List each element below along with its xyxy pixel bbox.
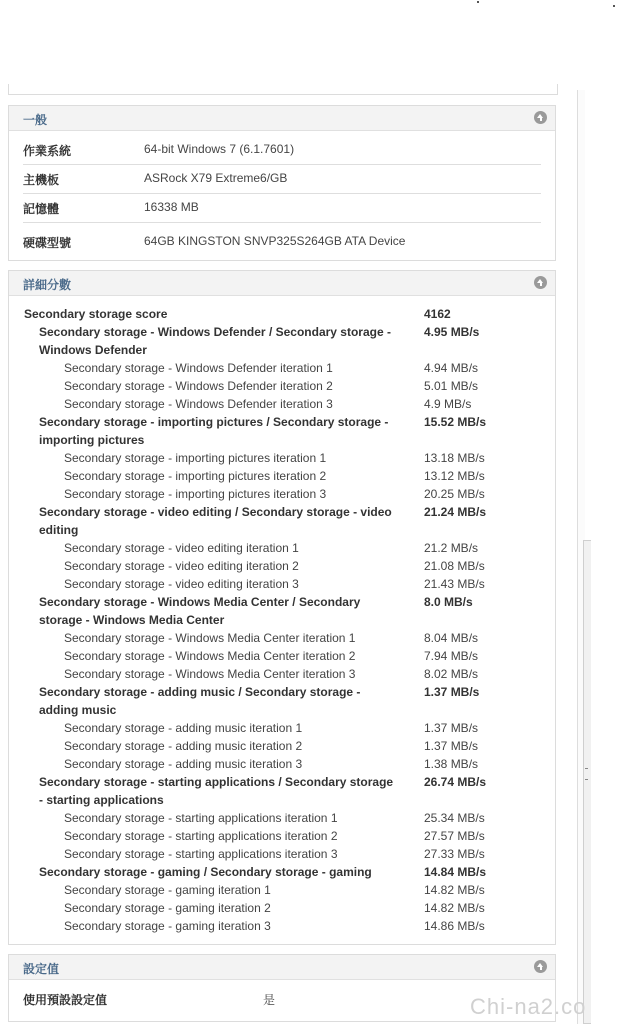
disk-value: 64GB KINGSTON SNVP325S264GB ATA Device: [144, 234, 406, 248]
score-name: Secondary storage - adding music / Secondary storage - adding music: [39, 685, 361, 717]
score-value: 4.94 MB/s: [424, 361, 479, 375]
collapse-up-icon[interactable]: [534, 276, 547, 289]
details-panel-title: 詳細分數: [23, 278, 72, 292]
score-name: Secondary storage - importing pictures / Secondary storage - importing pictures: [39, 415, 389, 447]
score-value: 27.57 MB/s: [424, 829, 485, 843]
score-name: Secondary storage - Windows Media Center / Secondary storage - Windows Media Center: [39, 595, 361, 627]
motherboard-value: ASRock X79 Extreme6/GB: [144, 171, 288, 185]
scrollbar-grip-icon: [585, 768, 588, 780]
score-name: Secondary storage - Windows Defender iteration 3: [64, 397, 333, 411]
corner-dot: [477, 1, 479, 3]
score-value: 20.25 MB/s: [424, 487, 485, 501]
score-value: 21.2 MB/s: [424, 541, 479, 555]
score-name: Secondary storage - gaming iteration 2: [64, 901, 271, 915]
score-value: 5.01 MB/s: [424, 379, 479, 393]
score-name: Secondary storage - adding music iteration 1: [64, 721, 303, 735]
score-value: 1.38 MB/s: [424, 757, 479, 771]
score-name: Secondary storage - Windows Defender / Secondary storage - Windows Defender: [39, 325, 391, 357]
score-value: 1.37 MB/s: [424, 739, 479, 753]
score-name: Secondary storage - importing pictures iteration 1: [64, 451, 327, 465]
score-value: 21.24 MB/s: [424, 505, 487, 519]
score-name: Secondary storage - adding music iteration 3: [64, 757, 303, 771]
score-name: Secondary storage - video editing iteration 2: [64, 559, 299, 573]
score-name: Secondary storage - Windows Media Center iteration 1: [64, 631, 356, 645]
score-value: 7.94 MB/s: [424, 649, 479, 663]
memory-label: 記憶體: [23, 202, 60, 216]
os-value: 64-bit Windows 7 (6.1.7601): [144, 142, 295, 156]
score-name: Secondary storage - importing pictures iteration 3: [64, 487, 327, 501]
score-name: Secondary storage score: [24, 307, 168, 321]
score-name: Secondary storage - Windows Defender iteration 1: [64, 361, 333, 375]
score-value: 14.84 MB/s: [424, 865, 487, 879]
score-value: 4162: [424, 307, 451, 321]
score-name: Secondary storage - gaming iteration 3: [64, 919, 271, 933]
score-name: Secondary storage - starting applications / Secondary storage - starting applications: [39, 775, 394, 807]
details-panel-header[interactable]: [9, 271, 555, 296]
settings-panel-header[interactable]: [9, 955, 555, 980]
score-value: 21.43 MB/s: [424, 577, 485, 591]
score-value: 8.02 MB/s: [424, 667, 479, 681]
score-name: Secondary storage - Windows Media Center iteration 2: [64, 649, 356, 663]
score-value: 21.08 MB/s: [424, 559, 485, 573]
score-value: 8.0 MB/s: [424, 595, 473, 609]
settings-panel-title: 設定值: [23, 962, 60, 976]
score-name: Secondary storage - gaming / Secondary storage - gaming: [39, 865, 372, 879]
default-settings-value: 是: [263, 993, 276, 1007]
settings-row-default: [23, 989, 541, 1013]
score-name: Secondary storage - importing pictures iteration 2: [64, 469, 327, 483]
score-value: 1.37 MB/s: [424, 721, 479, 735]
memory-value: 16338 MB: [144, 200, 199, 214]
score-name: Secondary storage - starting applications iteration 3: [64, 847, 338, 861]
watermark: Chi-na2.co: [470, 994, 587, 1019]
score-value: 1.37 MB/s: [424, 685, 480, 699]
score-name: Secondary storage - starting applications iteration 2: [64, 829, 338, 843]
os-label: 作業系統: [23, 144, 72, 158]
score-name: Secondary storage - video editing / Secondary storage - video editing: [39, 505, 392, 537]
score-name: Secondary storage - starting applications iteration 1: [64, 811, 338, 825]
disk-label: 硬碟型號: [23, 236, 72, 250]
score-value: 27.33 MB/s: [424, 847, 485, 861]
details-panel: [8, 270, 556, 945]
general-row-memory: [23, 193, 541, 223]
score-name: Secondary storage - adding music iteration 2: [64, 739, 303, 753]
score-value: 26.74 MB/s: [424, 775, 487, 789]
score-name: Secondary storage - Windows Media Center iteration 3: [64, 667, 356, 681]
score-value: 14.82 MB/s: [424, 901, 485, 915]
score-value: 14.82 MB/s: [424, 883, 485, 897]
motherboard-label: 主機板: [23, 173, 60, 187]
score-value: 25.34 MB/s: [424, 811, 485, 825]
score-value: 14.86 MB/s: [424, 919, 485, 933]
score-name: Secondary storage - video editing iteration 3: [64, 577, 299, 591]
general-panel: [8, 105, 556, 261]
collapse-up-icon[interactable]: [534, 960, 547, 973]
score-name: Secondary storage - video editing iteration 1: [64, 541, 299, 555]
previous-panel-bottom: [8, 84, 558, 95]
general-row-os: [23, 140, 541, 165]
score-name: Secondary storage - gaming iteration 1: [64, 883, 271, 897]
general-panel-title: 一般: [23, 113, 48, 127]
score-value: 13.12 MB/s: [424, 469, 485, 483]
score-value: 4.95 MB/s: [424, 325, 480, 339]
collapse-up-icon[interactable]: [534, 111, 547, 124]
score-value: 4.9 MB/s: [424, 397, 472, 411]
general-row-motherboard: [23, 164, 541, 194]
score-value: 15.52 MB/s: [424, 415, 487, 429]
scrollbar-thumb[interactable]: [583, 540, 591, 1024]
score-name: Secondary storage - Windows Defender iteration 2: [64, 379, 333, 393]
general-panel-header[interactable]: [9, 106, 555, 131]
general-row-disk: [23, 222, 541, 256]
score-value: 8.04 MB/s: [424, 631, 479, 645]
corner-dot: [613, 5, 615, 7]
score-value: 13.18 MB/s: [424, 451, 485, 465]
default-settings-label: 使用預設設定值: [23, 993, 108, 1007]
